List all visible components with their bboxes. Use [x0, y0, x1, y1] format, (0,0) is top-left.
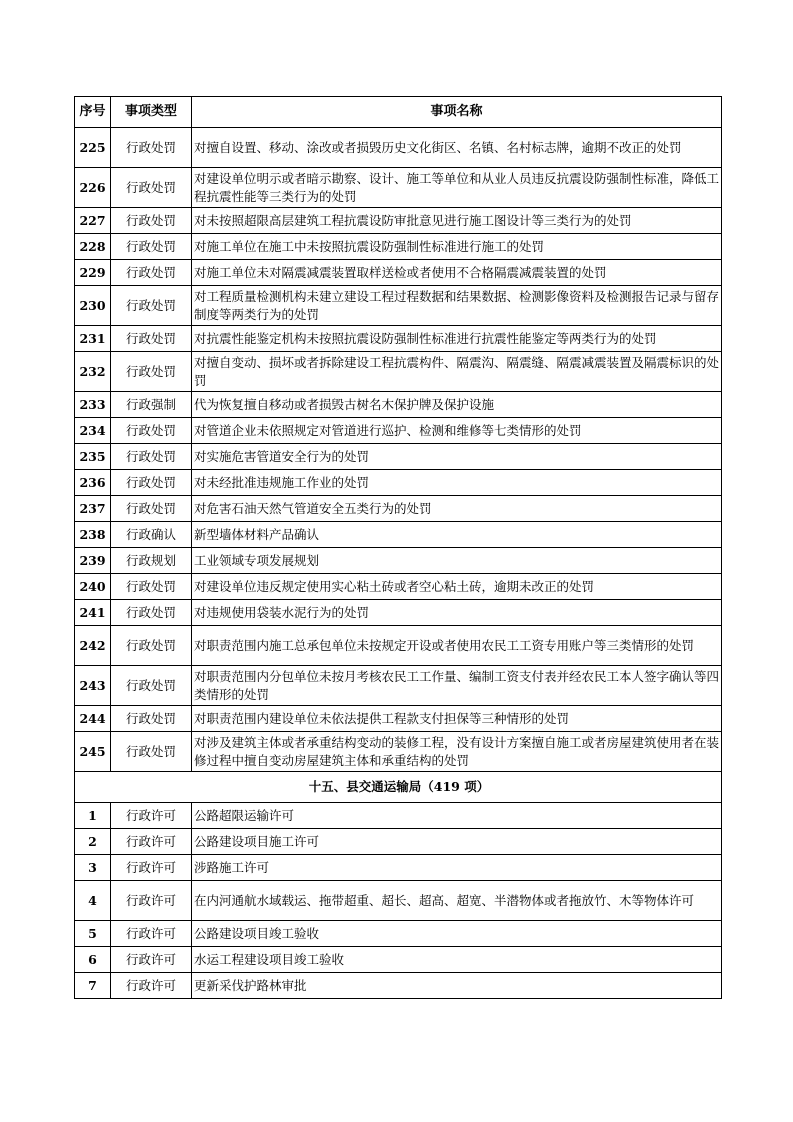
row-num: 232 [75, 352, 111, 392]
row-name: 新型墙体材料产品确认 [192, 522, 722, 548]
row-name: 水运工程建设项目竣工验收 [192, 947, 722, 973]
row-type: 行政处罚 [111, 732, 192, 772]
row-name: 公路建设项目施工许可 [192, 829, 722, 855]
table-body [75, 128, 722, 999]
row-type: 行政处罚 [111, 574, 192, 600]
header-name: 事项名称 [192, 97, 722, 128]
row-num: 2 [75, 829, 111, 855]
row-type: 行政处罚 [111, 444, 192, 470]
row-type: 行政处罚 [111, 234, 192, 260]
section-row [75, 772, 722, 803]
row-name: 对管道企业未依照规定对管道进行巡护、检测和维修等七类情形的处罚 [192, 418, 722, 444]
row-type: 行政处罚 [111, 260, 192, 286]
row-num: 229 [75, 260, 111, 286]
row-num: 242 [75, 626, 111, 666]
table-row [75, 548, 722, 574]
row-type: 行政处罚 [111, 706, 192, 732]
table-row [75, 626, 722, 666]
table-row [75, 208, 722, 234]
row-type: 行政处罚 [111, 666, 192, 706]
row-num: 235 [75, 444, 111, 470]
table-row [75, 470, 722, 496]
row-name: 对建设单位明示或者暗示勘察、设计、施工等单位和从业人员违反抗震设防强制性标准，降低工程抗震性能等三类行为的处罚 [192, 168, 722, 208]
row-type: 行政确认 [111, 522, 192, 548]
row-type: 行政许可 [111, 947, 192, 973]
row-type: 行政处罚 [111, 286, 192, 326]
row-type: 行政处罚 [111, 168, 192, 208]
row-num: 244 [75, 706, 111, 732]
table-row [75, 168, 722, 208]
row-name: 对工程质量检测机构未建立建设工程过程数据和结果数据、检测影像资料及检测报告记录与留存制度等两类行为的处罚 [192, 286, 722, 326]
table-row [75, 496, 722, 522]
row-num: 239 [75, 548, 111, 574]
row-num: 5 [75, 921, 111, 947]
row-name: 对擅自变动、损坏或者拆除建设工程抗震构件、隔震沟、隔震缝、隔震减震装置及隔震标识的处罚 [192, 352, 722, 392]
table-row [75, 574, 722, 600]
row-name: 对建设单位违反规定使用实心粘土砖或者空心粘土砖，逾期未改正的处罚 [192, 574, 722, 600]
row-num: 226 [75, 168, 111, 208]
row-type: 行政许可 [111, 803, 192, 829]
row-type: 行政处罚 [111, 626, 192, 666]
table-row [75, 921, 722, 947]
table-row [75, 947, 722, 973]
row-name: 工业领域专项发展规划 [192, 548, 722, 574]
row-name: 对施工单位未对隔震减震装置取样送检或者使用不合格隔震减震装置的处罚 [192, 260, 722, 286]
row-name: 代为恢复擅自移动或者损毁古树名木保护牌及保护设施 [192, 392, 722, 418]
row-num: 7 [75, 973, 111, 999]
table-row [75, 128, 722, 168]
row-num: 234 [75, 418, 111, 444]
row-name: 公路建设项目竣工验收 [192, 921, 722, 947]
header-row [75, 97, 722, 128]
table-row [75, 286, 722, 326]
row-num: 4 [75, 881, 111, 921]
row-name: 对抗震性能鉴定机构未按照抗震设防强制性标准进行抗震性能鉴定等两类行为的处罚 [192, 326, 722, 352]
table-row [75, 803, 722, 829]
row-type: 行政许可 [111, 881, 192, 921]
row-num: 236 [75, 470, 111, 496]
row-num: 243 [75, 666, 111, 706]
table-row [75, 973, 722, 999]
table-row [75, 732, 722, 772]
items-table [74, 96, 722, 999]
row-num: 225 [75, 128, 111, 168]
table-row [75, 418, 722, 444]
row-num: 228 [75, 234, 111, 260]
table-row [75, 234, 722, 260]
row-num: 3 [75, 855, 111, 881]
row-type: 行政许可 [111, 829, 192, 855]
row-type: 行政处罚 [111, 326, 192, 352]
row-type: 行政强制 [111, 392, 192, 418]
table-row [75, 444, 722, 470]
row-num: 1 [75, 803, 111, 829]
table-row [75, 522, 722, 548]
row-name: 对危害石油天然气管道安全五类行为的处罚 [192, 496, 722, 522]
row-num: 227 [75, 208, 111, 234]
table-row [75, 392, 722, 418]
table-row [75, 260, 722, 286]
row-name: 对施工单位在施工中未按照抗震设防强制性标准进行施工的处罚 [192, 234, 722, 260]
row-name: 更新采伐护路林审批 [192, 973, 722, 999]
row-type: 行政许可 [111, 855, 192, 881]
table-row [75, 855, 722, 881]
row-name: 对未按照超限高层建筑工程抗震设防审批意见进行施工图设计等三类行为的处罚 [192, 208, 722, 234]
row-name: 对职责范围内建设单位未依法提供工程款支付担保等三种情形的处罚 [192, 706, 722, 732]
table-row [75, 706, 722, 732]
row-num: 238 [75, 522, 111, 548]
table-row [75, 326, 722, 352]
row-type: 行政处罚 [111, 418, 192, 444]
row-num: 240 [75, 574, 111, 600]
row-type: 行政规划 [111, 548, 192, 574]
row-type: 行政处罚 [111, 470, 192, 496]
row-name: 对职责范围内分包单位未按月考核农民工工作量、编制工资支付表并经农民工本人签字确认等四类情形的处罚 [192, 666, 722, 706]
section-title: 十五、县交通运输局（419 项） [75, 772, 722, 803]
row-name: 在内河通航水域载运、拖带超重、超长、超高、超宽、半潜物体或者拖放竹、木等物体许可 [192, 881, 722, 921]
row-num: 233 [75, 392, 111, 418]
row-num: 245 [75, 732, 111, 772]
row-num: 230 [75, 286, 111, 326]
row-name: 公路超限运输许可 [192, 803, 722, 829]
row-name: 对未经批准违规施工作业的处罚 [192, 470, 722, 496]
table-row [75, 600, 722, 626]
row-name: 对违规使用袋装水泥行为的处罚 [192, 600, 722, 626]
row-name: 对职责范围内施工总承包单位未按规定开设或者使用农民工工资专用账户等三类情形的处罚 [192, 626, 722, 666]
row-name: 对涉及建筑主体或者承重结构变动的装修工程，没有设计方案擅自施工或者房屋建筑使用者在装修过程中擅自变动房屋建筑主体和承重结构的处罚 [192, 732, 722, 772]
row-name: 涉路施工许可 [192, 855, 722, 881]
row-name: 对实施危害管道安全行为的处罚 [192, 444, 722, 470]
row-type: 行政处罚 [111, 128, 192, 168]
row-type: 行政处罚 [111, 496, 192, 522]
row-type: 行政处罚 [111, 208, 192, 234]
row-type: 行政许可 [111, 921, 192, 947]
table-row [75, 352, 722, 392]
header-num: 序号 [75, 97, 111, 128]
row-num: 241 [75, 600, 111, 626]
row-num: 231 [75, 326, 111, 352]
row-type: 行政许可 [111, 973, 192, 999]
row-type: 行政处罚 [111, 352, 192, 392]
table-row [75, 829, 722, 855]
table-row [75, 666, 722, 706]
row-num: 6 [75, 947, 111, 973]
header-type: 事项类型 [111, 97, 192, 128]
row-num: 237 [75, 496, 111, 522]
row-type: 行政处罚 [111, 600, 192, 626]
table-row [75, 881, 722, 921]
row-name: 对擅自设置、移动、涂改或者损毁历史文化街区、名镇、名村标志牌，逾期不改正的处罚 [192, 128, 722, 168]
